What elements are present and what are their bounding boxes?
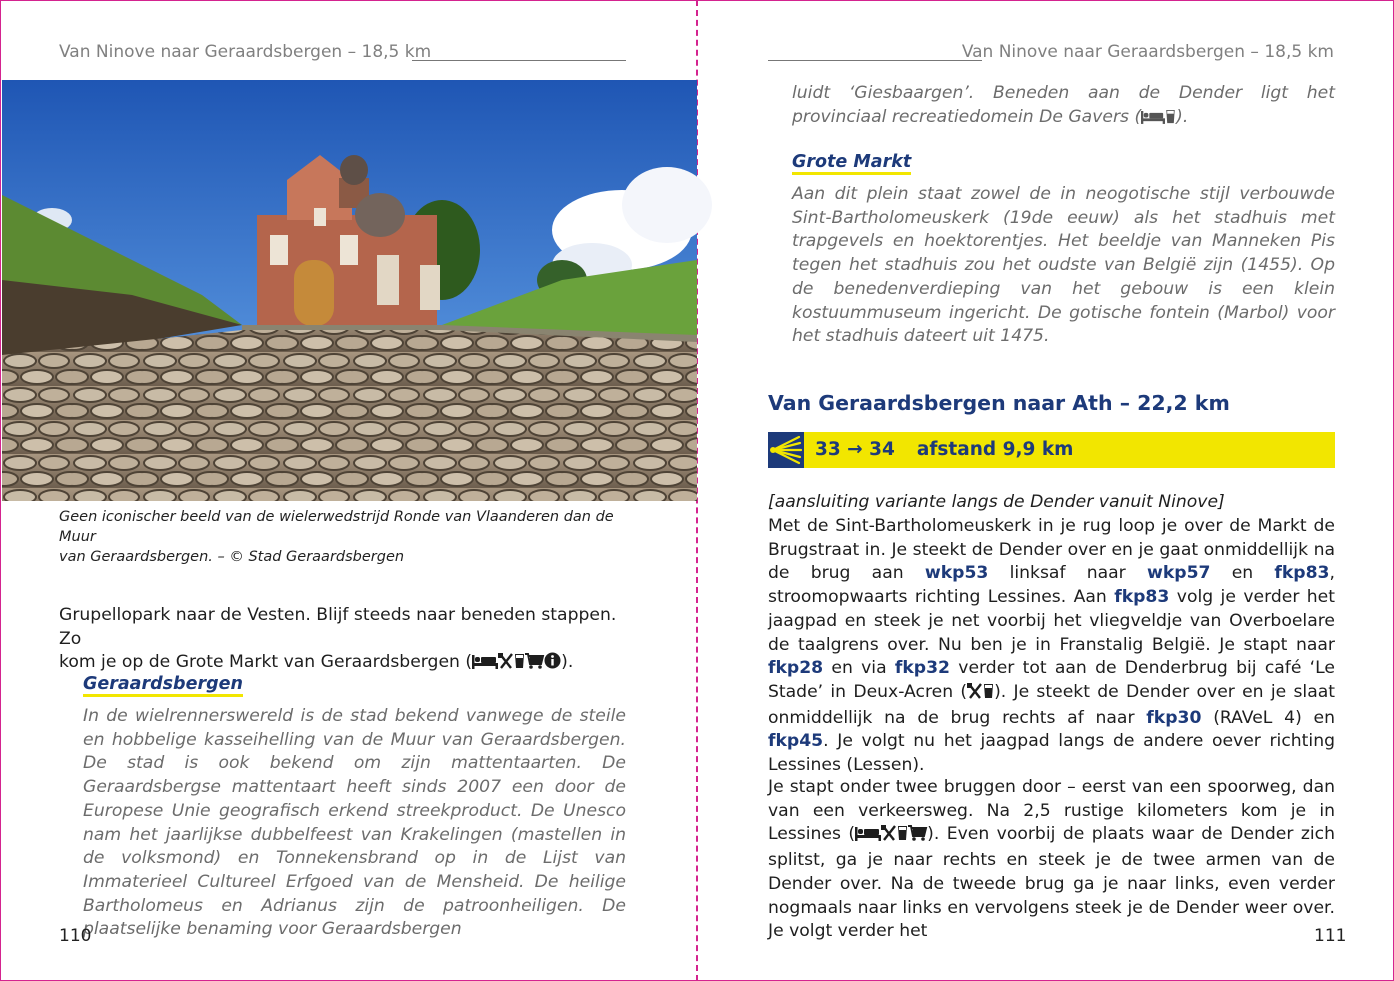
left-para-line-1: Grupellopark naar de Vesten. Blijf steeds naar beneden stappen. Zo	[59, 605, 617, 649]
continued-box-text	[792, 82, 1335, 131]
restaurant-icon	[498, 653, 514, 677]
caption-line-1: Geen iconischer beeld van de wielerwedstrijd Ronde van Vlaanderen dan de Muur	[59, 509, 614, 545]
grote-markt-box-title: Grote Markt	[792, 152, 911, 175]
route-bar-text	[815, 439, 1073, 460]
right-page-number: 111	[1314, 926, 1347, 946]
grote-markt-box-text: Aan dit plein staat zowel de in neogotische stijl verbouwde Sint-Bartholomeuskerk (19de eeuw) als het stadhuis met trapgevels en hoektorentjes. Het beeldje van Manneken Pis tegen het stadhuis zou het oudste van België zijn (1455). Op de benedenverdieping van het gebouw is een klein kostuummuseum ingericht. De gotische fontein (Marbol) voor het stadhuis dateert uit 1475.	[792, 184, 1335, 347]
restaurant-icon	[881, 825, 897, 849]
drink-icon	[983, 683, 994, 707]
p2-text: Je stapt onder twee bruggen door – eerst van een spoorweg, dan van een verkeersweg. Na 2,5 rustige kilometers kom je in Lessines (	[768, 777, 1335, 845]
p1-text: Met de Sint-Bartholomeuskerk in je rug loop je over de Markt de Brugstraat in. Je steekt de Dender over en je gaat onmiddellijk na de brug aan	[768, 516, 1335, 584]
chapel-photo	[2, 80, 697, 501]
drink-icon	[514, 653, 525, 677]
photo-caption	[59, 507, 639, 567]
junction-ref: fkp83	[1114, 587, 1170, 608]
right-header-rule	[768, 60, 982, 61]
geraardsbergen-box-text: In de wielrennerswereld is de stad bekend vanwege de steile en hobbelige kasseihelling van de Muur van Geraardsbergen. De stad is ook bekend om zijn mattentaarten. De Geraardsbergse mattentaart heeft sinds 2007 een door de Europese Unie geografisch erkend streekproduct. De Unesco nam het jaarlijkse dubbelfeest van Krakelingen (mastellen in de volksmond) en Tonnekensbrand op in de Lijst van Immaterieel Cultureel Erfgoed van de Mensheid. De heilige Bartholomeus en Adrianus zijn de patroonheiligen. De plaatselijke benaming voor Geraardsbergen	[83, 706, 626, 940]
shop-cart-icon	[525, 653, 544, 677]
p1-text: (RAVeL 4) en	[1201, 707, 1336, 728]
continued-text: luidt ‘Giesbaargen’. Beneden aan de Dender ligt het provinciaal recreatiedomein De Gavers (	[792, 83, 1335, 127]
bed-icon	[855, 825, 881, 849]
p1-text: . Je volgt nu het jaagpad langs de andere oever richting Lessines (Lessen).	[768, 731, 1335, 776]
bed-icon	[472, 653, 498, 677]
p2-text: ). Even voorbij de plaats waar de Dender zich splitst, ga je naar rechts en steek je de twee armen van de Dender over. Na de tweede brug ga je naar links, even verder nogmaals naar links en vervolgens steek je de Dender weer over. Je volgt verder het	[768, 824, 1335, 942]
restaurant-icon	[967, 683, 983, 707]
geraardsbergen-box-title: Geraardsbergen	[83, 674, 243, 697]
junction-ref: fkp28	[768, 658, 824, 679]
left-header-rule	[412, 60, 626, 61]
left-running-header: Van Ninove naar Geraardsbergen – 18,5 km	[59, 42, 432, 62]
junction-ref: wkp57	[1146, 563, 1211, 584]
p1-text: ). Je steekt de Dender over en je slaat onmiddellijk na de brug rechts af naar	[768, 681, 1335, 728]
right-running-header: Van Ninove naar Geraardsbergen – 18,5 km	[961, 42, 1334, 62]
caption-line-2: van Geraardsbergen. – © Stad Geraardsbergen	[59, 549, 405, 565]
p1-text: volg je verder het jaagpad en steek je net voorbij het vliegveldje van Overboelare de taalgrens over. Nu ben je in Franstalig België. Je stapt naar	[768, 587, 1335, 655]
p1-text: linksaf naar	[988, 563, 1147, 584]
scallop-shell-icon	[768, 432, 804, 468]
junction-ref: fkp45	[768, 731, 824, 752]
p1-text: en via	[823, 658, 895, 679]
bed-icon	[1141, 108, 1165, 132]
p1-text: , stroomopwaarts richting Lessines. Aan	[768, 563, 1335, 608]
grote-markt-box-title-wrap	[792, 152, 911, 175]
continued-text-end: ).	[1176, 106, 1189, 127]
junction-ref: fkp32	[894, 658, 951, 679]
drink-icon	[1165, 108, 1176, 132]
left-paragraph	[59, 604, 639, 677]
route-bar	[768, 432, 1335, 468]
p1-text: verder tot aan de Denderbrug bij café ‘Le Stade’ in Deux-Acren (	[768, 658, 1335, 702]
left-para-line-2-end: ).	[561, 652, 574, 673]
route-paragraph-1	[768, 515, 1335, 778]
drink-icon	[897, 825, 908, 849]
left-para-line-2-text: kom je op de Grote Markt van Geraardsbergen (	[59, 652, 473, 673]
route-stage: 33 → 34	[815, 439, 895, 460]
junction-ref: wkp53	[924, 563, 989, 584]
left-page-number: 110	[59, 926, 92, 946]
geraardsbergen-box-title-wrap	[83, 674, 243, 697]
section-title: Van Geraardsbergen naar Ath – 22,2 km	[768, 391, 1230, 415]
muur-kapelmuur-image	[2, 80, 697, 501]
junction-ref: fkp30	[1146, 707, 1202, 728]
variant-note: [aansluiting variante langs de Dender vanuit Ninove]	[768, 492, 1225, 512]
route-distance: afstand 9,9 km	[916, 439, 1074, 460]
junction-ref: fkp83	[1274, 563, 1330, 584]
p1-text: en	[1210, 563, 1275, 584]
shop-cart-icon	[908, 825, 927, 849]
info-icon	[544, 652, 561, 677]
